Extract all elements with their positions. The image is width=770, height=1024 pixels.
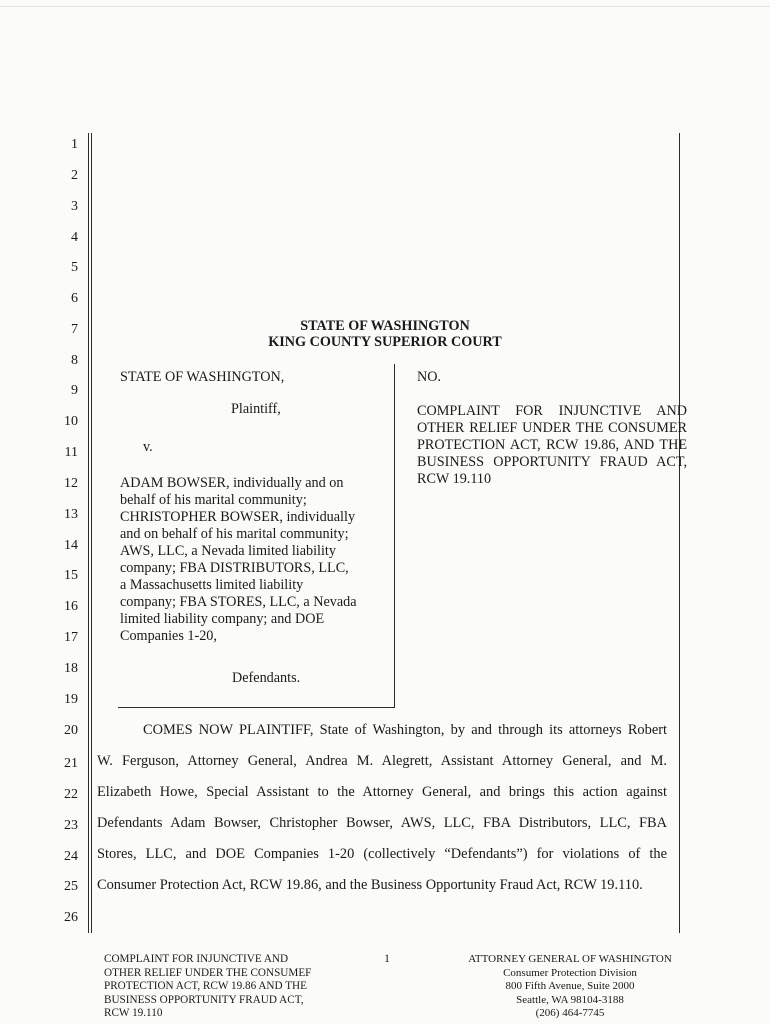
line-number: 20 [64, 723, 78, 738]
line-number: 15 [64, 568, 78, 583]
body-line: Elizabeth Howe, Special Assistant to the Attorney General, and brings this action against [97, 784, 667, 800]
line-number: 4 [71, 230, 78, 245]
line-number: 25 [64, 879, 78, 894]
left-margin-rule-outer [88, 133, 89, 933]
line-number: 26 [64, 910, 78, 925]
defendants-label: Defendants. [232, 670, 301, 686]
body-line: COMES NOW PLAINTIFF, State of Washington, by and through its attorneys Robert [143, 722, 667, 738]
body-line: Stores, LLC, and DOE Companies 1-20 (collectively “Defendants”) for violations of the [97, 846, 667, 862]
line-number: 18 [64, 661, 78, 676]
defendants-line: company; FBA STORES, LLC, a Nevada [120, 594, 357, 610]
footer-title-line: RCW 19.110 [104, 1007, 163, 1020]
line-number: 13 [64, 507, 78, 522]
line-number: 12 [64, 476, 78, 491]
plaintiff-name: STATE OF WASHINGTON, [120, 369, 285, 385]
line-number: 3 [71, 199, 78, 214]
line-number: 5 [71, 260, 78, 275]
footer-address-line: (206) 464-7745 [535, 1007, 605, 1020]
court-county-heading: KING COUNTY SUPERIOR COURT [268, 334, 502, 350]
line-number: 6 [71, 291, 78, 306]
body-line: Defendants Adam Bowser, Christopher Bowser, AWS, LLC, FBA Distributors, LLC, FBA [97, 815, 667, 831]
body-line: W. Ferguson, Attorney General, Andrea M. Alegrett, Assistant Attorney General, and M. [97, 753, 667, 769]
footer-address-line: 800 Fifth Avenue, Suite 2000 [505, 980, 635, 993]
line-number: 7 [71, 322, 78, 337]
footer-title-line: OTHER RELIEF UNDER THE CONSUMEF [104, 966, 312, 979]
line-number: 23 [64, 818, 78, 833]
line-number: 16 [64, 599, 78, 614]
footer-address-line: Consumer Protection Division [503, 966, 637, 979]
line-number: 10 [64, 414, 78, 429]
case-number-label: NO. [417, 369, 442, 385]
defendants-line: a Massachusetts limited liability [120, 577, 304, 593]
caption-vertical-divider [394, 364, 395, 708]
line-number: 8 [71, 353, 78, 368]
footer-address-line: ATTORNEY GENERAL OF WASHINGTON [468, 953, 672, 965]
defendants-line: behalf of his marital community; [120, 492, 307, 508]
line-number: 21 [64, 756, 78, 771]
line-number: 9 [71, 383, 78, 398]
line-number: 24 [64, 849, 78, 864]
defendants-line: company; FBA DISTRIBUTORS, LLC, [120, 560, 349, 576]
caption-bottom-rule [118, 707, 395, 708]
line-number: 19 [64, 692, 78, 707]
body-line: Consumer Protection Act, RCW 19.86, and the Business Opportunity Fraud Act, RCW 19.110. [97, 877, 643, 893]
defendants-line: AWS, LLC, a Nevada limited liability [120, 543, 336, 559]
page-number: 1 [384, 953, 390, 965]
right-margin-rule [679, 133, 680, 933]
scan-edge-line [0, 6, 770, 7]
line-number: 11 [64, 445, 78, 460]
defendants-line: ADAM BOWSER, individually and on [120, 475, 344, 491]
left-margin-rule-inner [91, 133, 92, 933]
defendants-line: CHRISTOPHER BOWSER, individually [120, 509, 356, 525]
footer-office-address [455, 953, 685, 1021]
footer-title-line: BUSINESS OPPORTUNITY FRAUD ACT, [104, 993, 304, 1006]
complaint-title: COMPLAINT FOR INJUNCTIVE AND OTHER RELIEF UNDER THE CONSUMER PROTECTION ACT, RCW 19.86, AND THE BUSINESS OPPORTUNITY FRAUD ACT, RCW 19.110 [417, 403, 687, 487]
court-state-heading: STATE OF WASHINGTON [300, 318, 470, 334]
line-number: 2 [71, 168, 78, 183]
plaintiff-label: Plaintiff, [231, 401, 281, 417]
line-number: 17 [64, 630, 78, 645]
line-number: 22 [64, 787, 78, 802]
footer-title-line: COMPLAINT FOR INJUNCTIVE AND [104, 953, 289, 965]
defendants-line: and on behalf of his marital community; [120, 526, 349, 542]
defendants-line: Companies 1-20, [120, 628, 217, 644]
line-number: 1 [71, 137, 78, 152]
footer-title-line: PROTECTION ACT, RCW 19.86 AND THE [104, 980, 307, 993]
defendants-line: limited liability company; and DOE [120, 611, 325, 627]
line-number: 14 [64, 538, 78, 553]
versus-label: v. [143, 439, 153, 455]
footer-document-title [104, 953, 344, 1021]
footer-address-line: Seattle, WA 98104-3188 [516, 993, 624, 1006]
